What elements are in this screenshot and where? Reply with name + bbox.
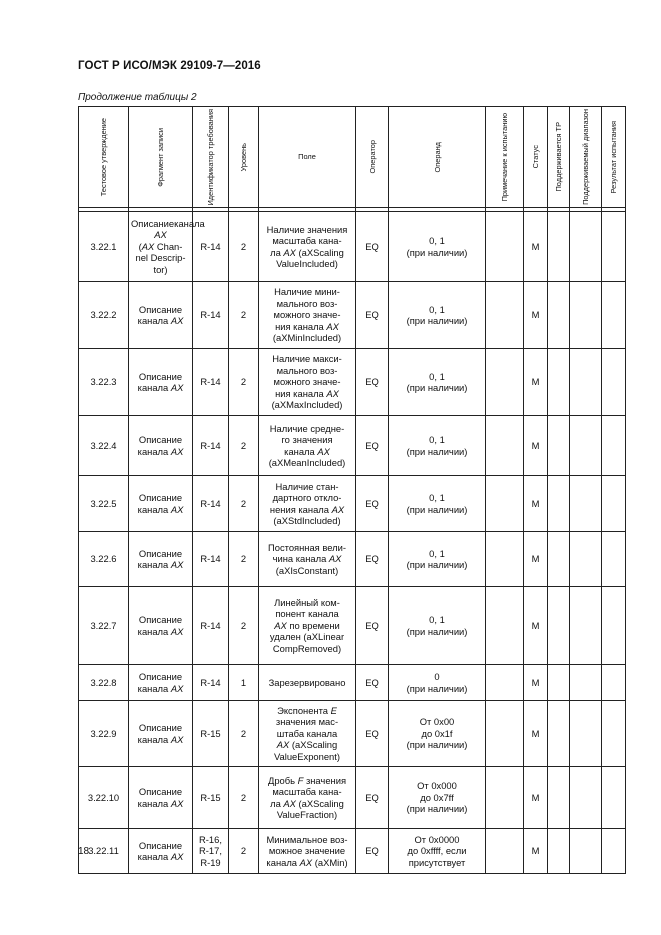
cell-record-fragment: Описание канала AX xyxy=(129,829,193,874)
cell-record-fragment: Описаниеканала AX (AX Chan- nel Descrip- tor) xyxy=(129,212,193,282)
cell-operand: От 0x00 до 0x1f (при наличии) xyxy=(389,701,486,767)
cell-supported-range xyxy=(570,532,602,587)
document-title: ГОСТ Р ИСО/МЭК 29109-7—2016 xyxy=(78,60,261,72)
table-row xyxy=(79,349,626,416)
cell-supported-range xyxy=(570,665,602,701)
cell-supported-range xyxy=(570,476,602,532)
cell-status: M xyxy=(524,416,548,476)
cell-operand: 0, 1 (при наличии) xyxy=(389,349,486,416)
cell-test-result xyxy=(602,282,626,349)
cell-test-note xyxy=(486,212,524,282)
cell-requirement-id: R-14 xyxy=(193,587,229,665)
cell-field: Зарезервировано xyxy=(259,665,356,701)
cell-test-note xyxy=(486,476,524,532)
cell-record-fragment: Описание канала AX xyxy=(129,416,193,476)
italic-symbol: AX xyxy=(170,682,184,694)
cell-test-note xyxy=(486,829,524,874)
cell-test-result xyxy=(602,767,626,829)
cell-test-note xyxy=(486,282,524,349)
cell-field: Наличие значения масштаба кана- ла AX (aXScaling ValueIncluded) xyxy=(259,212,356,282)
italic-symbol: AX xyxy=(283,797,296,809)
cell-test-assertion: 3.22.8 xyxy=(79,665,129,701)
cell-test-assertion: 3.22.6 xyxy=(79,532,129,587)
cell-operator: EQ xyxy=(356,587,389,665)
italic-symbol: AX xyxy=(317,445,330,457)
cell-requirement-id: R-14 xyxy=(193,476,229,532)
italic-symbol: AX xyxy=(170,797,184,809)
italic-symbol: AX xyxy=(170,315,184,326)
cell-test-note xyxy=(486,532,524,587)
table-row xyxy=(79,212,626,282)
cell-test-result xyxy=(602,665,626,701)
col-header-supported-tp: Поддерживается ТР xyxy=(548,107,570,208)
cell-requirement-id: R-14 xyxy=(193,532,229,587)
cell-record-fragment: Описание канала AX xyxy=(129,476,193,532)
cell-test-result xyxy=(602,416,626,476)
cell-operator: EQ xyxy=(356,349,389,416)
italic-symbol: AX xyxy=(154,229,167,241)
cell-requirement-id: R-14 xyxy=(193,349,229,416)
cell-status: M xyxy=(524,476,548,532)
italic-symbol: E xyxy=(330,704,337,716)
cell-level: 2 xyxy=(229,282,259,349)
cell-test-note xyxy=(486,416,524,476)
cell-operator: EQ xyxy=(356,212,389,282)
cell-supported-range xyxy=(570,416,602,476)
cell-operand: От 0x0000 до 0xffff, если присутствует xyxy=(389,829,486,874)
page-number: 18 xyxy=(78,846,90,857)
cell-requirement-id: R-14 xyxy=(193,665,229,701)
cell-test-result xyxy=(602,212,626,282)
cell-field: Наличие мини- мального воз- можного значе- ния канала AX (aXMinIncluded) xyxy=(259,282,356,349)
cell-supported-tp xyxy=(548,212,570,282)
cell-test-assertion: 3.22.11 xyxy=(79,829,129,874)
cell-operand: От 0x000 до 0x7ff (при наличии) xyxy=(389,767,486,829)
cell-operand: 0, 1 (при наличии) xyxy=(389,282,486,349)
italic-symbol: AX xyxy=(274,619,287,631)
cell-operator: EQ xyxy=(356,282,389,349)
col-header-operand: Операнд xyxy=(389,107,486,208)
table-row xyxy=(79,282,626,349)
cell-test-assertion: 3.22.5 xyxy=(79,476,129,532)
cell-status: M xyxy=(524,349,548,416)
cell-level: 2 xyxy=(229,701,259,767)
cell-test-assertion: 3.22.10 xyxy=(79,767,129,829)
cell-requirement-id: R-14 xyxy=(193,416,229,476)
table-row xyxy=(79,829,626,874)
cell-record-fragment: Описание канала AX xyxy=(129,532,193,587)
italic-symbol: AX xyxy=(326,387,339,399)
table-row xyxy=(79,416,626,476)
italic-symbol: AX xyxy=(328,553,342,565)
italic-symbol: AX xyxy=(170,851,184,862)
cell-operator: EQ xyxy=(356,532,389,587)
cell-supported-range xyxy=(570,212,602,282)
col-header-test-note: Примечание к испытанию xyxy=(486,107,524,208)
cell-requirement-id: R-16, R-17, R-19 xyxy=(193,829,229,874)
cell-operator: EQ xyxy=(356,416,389,476)
cell-test-result xyxy=(602,532,626,587)
cell-supported-tp xyxy=(548,701,570,767)
cell-test-assertion: 3.22.4 xyxy=(79,416,129,476)
cell-field: Экспонента E значения мас- штаба канала AX (aXScaling ValueExponent) xyxy=(259,701,356,767)
cell-operator: EQ xyxy=(356,767,389,829)
cell-status: M xyxy=(524,665,548,701)
cell-level: 1 xyxy=(229,665,259,701)
cell-test-note xyxy=(486,349,524,416)
cell-requirement-id: R-15 xyxy=(193,767,229,829)
cell-level: 2 xyxy=(229,532,259,587)
col-header-level: Уровень xyxy=(229,107,259,208)
cell-supported-range xyxy=(570,349,602,416)
cell-operand: 0, 1 (при наличии) xyxy=(389,212,486,282)
conformance-table xyxy=(78,106,626,874)
table-header-row xyxy=(79,107,626,208)
col-header-test-assertion: Тестовое утверждение xyxy=(79,107,129,208)
cell-status: M xyxy=(524,282,548,349)
col-header-status: Статус xyxy=(524,107,548,208)
cell-operator: EQ xyxy=(356,665,389,701)
italic-symbol: F xyxy=(297,774,304,786)
italic-symbol: AX xyxy=(326,320,339,332)
italic-symbol: AX xyxy=(141,240,155,252)
col-header-supported-range: Поддерживаемый диапазон xyxy=(570,107,602,208)
col-header-requirement-id: Идентификатор требования xyxy=(193,107,229,208)
cell-level: 2 xyxy=(229,587,259,665)
cell-test-assertion: 3.22.2 xyxy=(79,282,129,349)
table-row xyxy=(79,701,626,767)
cell-test-assertion: 3.22.9 xyxy=(79,701,129,767)
cell-test-note xyxy=(486,701,524,767)
cell-operator: EQ xyxy=(356,829,389,874)
table-row xyxy=(79,532,626,587)
col-header-test-result: Результат испытания xyxy=(602,107,626,208)
cell-test-assertion: 3.22.7 xyxy=(79,587,129,665)
cell-status: M xyxy=(524,532,548,587)
cell-field: Линейный ком- понент канала AX по времени удален (aXLinear CompRemoved) xyxy=(259,587,356,665)
cell-operand: 0 (при наличии) xyxy=(389,665,486,701)
cell-operator: EQ xyxy=(356,701,389,767)
italic-symbol: AX xyxy=(170,503,184,515)
cell-supported-tp xyxy=(548,416,570,476)
cell-test-note xyxy=(486,665,524,701)
cell-operand: 0, 1 (при наличии) xyxy=(389,532,486,587)
cell-level: 2 xyxy=(229,829,259,874)
cell-supported-tp xyxy=(548,767,570,829)
cell-status: M xyxy=(524,829,548,874)
italic-symbol: AX xyxy=(170,559,184,570)
table-caption: Продолжение таблицы 2 xyxy=(78,92,197,103)
cell-level: 2 xyxy=(229,416,259,476)
cell-supported-range xyxy=(570,767,602,829)
italic-symbol: AX xyxy=(283,246,296,258)
cell-test-note xyxy=(486,587,524,665)
cell-supported-tp xyxy=(548,282,570,349)
cell-test-result xyxy=(602,476,626,532)
cell-status: M xyxy=(524,212,548,282)
cell-level: 2 xyxy=(229,767,259,829)
cell-test-note xyxy=(486,767,524,829)
italic-symbol: AX xyxy=(170,445,184,457)
cell-test-assertion: 3.22.3 xyxy=(79,349,129,416)
cell-supported-tp xyxy=(548,587,570,665)
cell-supported-range xyxy=(570,587,602,665)
cell-field: Наличие макси- мального воз- можного значе- ния канала AX (aXMaxIncluded) xyxy=(259,349,356,416)
cell-record-fragment: Описание канала AX xyxy=(129,665,193,701)
cell-status: M xyxy=(524,587,548,665)
cell-field: Дробь F значения масштаба кана- ла AX (aXScaling ValueFraction) xyxy=(259,767,356,829)
table-row xyxy=(79,665,626,701)
cell-status: M xyxy=(524,701,548,767)
cell-test-result xyxy=(602,349,626,416)
cell-record-fragment: Описание канала AX xyxy=(129,701,193,767)
cell-requirement-id: R-15 xyxy=(193,701,229,767)
italic-symbol: AX xyxy=(170,382,184,393)
italic-symbol: AX xyxy=(170,625,184,637)
cell-status: M xyxy=(524,767,548,829)
cell-record-fragment: Описание канала AX xyxy=(129,282,193,349)
cell-level: 2 xyxy=(229,212,259,282)
col-header-record-fragment: Фрагмент записи xyxy=(129,107,193,208)
cell-field: Наличие средне- го значения канала AX (aXMeanIncluded) xyxy=(259,416,356,476)
table-row xyxy=(79,767,626,829)
cell-level: 2 xyxy=(229,349,259,416)
cell-supported-tp xyxy=(548,532,570,587)
cell-operator: EQ xyxy=(356,476,389,532)
table-body xyxy=(79,208,626,874)
cell-test-result xyxy=(602,587,626,665)
cell-operand: 0, 1 (при наличии) xyxy=(389,416,486,476)
table-row xyxy=(79,587,626,665)
cell-requirement-id: R-14 xyxy=(193,212,229,282)
cell-requirement-id: R-14 xyxy=(193,282,229,349)
cell-operand: 0, 1 (при наличии) xyxy=(389,587,486,665)
col-header-operator: Оператор xyxy=(356,107,389,208)
italic-symbol: AX xyxy=(331,503,345,515)
cell-supported-range xyxy=(570,829,602,874)
cell-supported-tp xyxy=(548,349,570,416)
italic-symbol: AX xyxy=(170,733,184,745)
cell-supported-tp xyxy=(548,665,570,701)
cell-field: Постоянная вели- чина канала AX (aXIsConstant) xyxy=(259,532,356,587)
cell-record-fragment: Описание канала AX xyxy=(129,767,193,829)
cell-record-fragment: Описание канала AX xyxy=(129,349,193,416)
cell-operand: 0, 1 (при наличии) xyxy=(389,476,486,532)
cell-supported-range xyxy=(570,282,602,349)
table-row xyxy=(79,476,626,532)
cell-test-result xyxy=(602,829,626,874)
cell-supported-range xyxy=(570,701,602,767)
cell-field: Минимальное воз- можное значение канала AX (aXMin) xyxy=(259,829,356,874)
cell-record-fragment: Описание канала AX xyxy=(129,587,193,665)
col-header-field: Поле xyxy=(259,107,356,208)
italic-symbol: AX xyxy=(276,739,290,751)
cell-test-result xyxy=(602,701,626,767)
cell-test-assertion: 3.22.1 xyxy=(79,212,129,282)
cell-field: Наличие стан- дартного откло- нения канала AX (aXStdIncluded) xyxy=(259,476,356,532)
cell-supported-tp xyxy=(548,829,570,874)
italic-symbol: AX xyxy=(299,856,313,868)
cell-level: 2 xyxy=(229,476,259,532)
cell-supported-tp xyxy=(548,476,570,532)
